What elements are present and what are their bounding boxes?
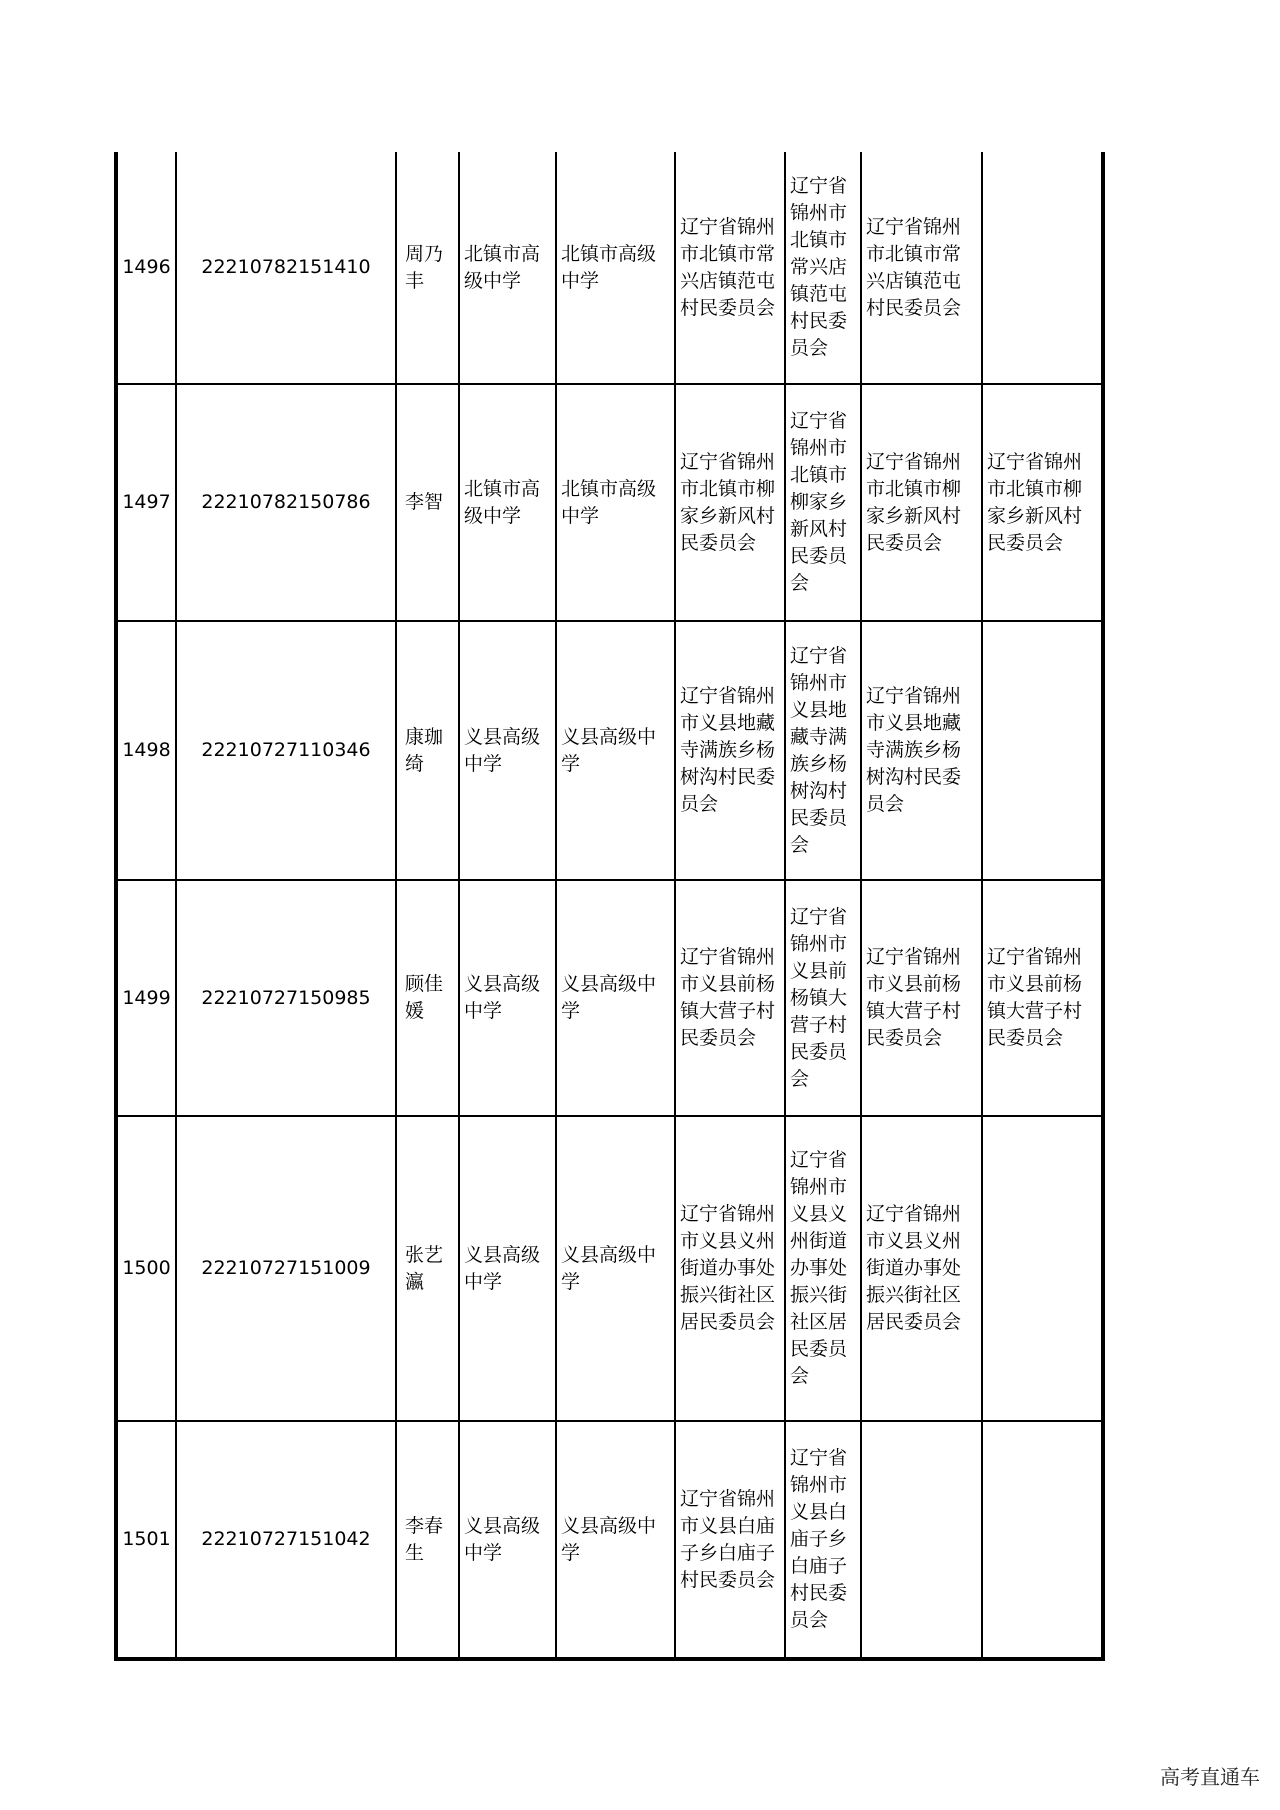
table-row [116,1116,1103,1421]
cell-exam-id: 22210727150985 [176,880,396,1116]
cell-school-2: 义县高级中学 [556,1116,675,1421]
cell-school: 北镇市高级中学 [459,152,556,384]
cell-name: 周乃丰 [396,152,459,384]
cell-no: 1497 [116,384,176,621]
cell-address-1: 辽宁省锦州市北镇市柳家乡新风村民委员会 [675,384,785,621]
cell-exam-id: 22210782150786 [176,384,396,621]
cell-school: 义县高级中学 [459,621,556,880]
cell-address-4 [982,1421,1103,1659]
cell-school: 义县高级中学 [459,1116,556,1421]
table-body [116,152,1103,1659]
cell-school-2: 义县高级中学 [556,880,675,1116]
cell-address-2: 辽宁省锦州市北镇市柳家乡新风村民委员会 [785,384,861,621]
cell-school: 义县高级中学 [459,880,556,1116]
cell-address-2: 辽宁省锦州市北镇市常兴店镇范屯村民委员会 [785,152,861,384]
cell-school-2: 义县高级中学 [556,621,675,880]
cell-school: 北镇市高级中学 [459,384,556,621]
cell-name: 李智 [396,384,459,621]
cell-address-3: 辽宁省锦州市北镇市柳家乡新风村民委员会 [861,384,982,621]
cell-name: 顾佳媛 [396,880,459,1116]
cell-address-3: 辽宁省锦州市义县前杨镇大营子村民委员会 [861,880,982,1116]
cell-address-2: 辽宁省锦州市义县白庙子乡白庙子村民委员会 [785,1421,861,1659]
cell-address-1: 辽宁省锦州市北镇市常兴店镇范屯村民委员会 [675,152,785,384]
cell-exam-id: 22210727110346 [176,621,396,880]
cell-no: 1496 [116,152,176,384]
cell-address-1: 辽宁省锦州市义县前杨镇大营子村民委员会 [675,880,785,1116]
table-row [116,621,1103,880]
cell-no: 1501 [116,1421,176,1659]
cell-address-3 [861,1421,982,1659]
cell-address-3: 辽宁省锦州市义县地藏寺满族乡杨树沟村民委员会 [861,621,982,880]
watermark-text: 高考直通车 [1160,1765,1260,1789]
cell-name: 康珈绮 [396,621,459,880]
cell-school-2: 北镇市高级中学 [556,384,675,621]
cell-no: 1500 [116,1116,176,1421]
cell-address-2: 辽宁省锦州市义县地藏寺满族乡杨树沟村民委员会 [785,621,861,880]
cell-no: 1498 [116,621,176,880]
cell-exam-id: 22210727151042 [176,1421,396,1659]
cell-school-2: 义县高级中学 [556,1421,675,1659]
cell-name: 张艺瀛 [396,1116,459,1421]
cell-address-4 [982,152,1103,384]
table-row [116,152,1103,384]
cell-address-2: 辽宁省锦州市义县前杨镇大营子村民委员会 [785,880,861,1116]
cell-address-4: 辽宁省锦州市义县前杨镇大营子村民委员会 [982,880,1103,1116]
cell-school-2: 北镇市高级中学 [556,152,675,384]
document-table [114,152,1105,1661]
cell-address-3: 辽宁省锦州市北镇市常兴店镇范屯村民委员会 [861,152,982,384]
cell-address-1: 辽宁省锦州市义县白庙子乡白庙子村民委员会 [675,1421,785,1659]
table-row [116,880,1103,1116]
cell-exam-id: 22210727151009 [176,1116,396,1421]
table-row [116,1421,1103,1659]
cell-address-4 [982,1116,1103,1421]
table-row [116,384,1103,621]
cell-address-3: 辽宁省锦州市义县义州街道办事处振兴街社区居民委员会 [861,1116,982,1421]
cell-address-4 [982,621,1103,880]
cell-address-4: 辽宁省锦州市北镇市柳家乡新风村民委员会 [982,384,1103,621]
cell-exam-id: 22210782151410 [176,152,396,384]
cell-address-1: 辽宁省锦州市义县义州街道办事处振兴街社区居民委员会 [675,1116,785,1421]
cell-address-2: 辽宁省锦州市义县义州街道办事处振兴街社区居民委员会 [785,1116,861,1421]
cell-no: 1499 [116,880,176,1116]
cell-school: 义县高级中学 [459,1421,556,1659]
cell-name: 李春生 [396,1421,459,1659]
cell-address-1: 辽宁省锦州市义县地藏寺满族乡杨树沟村民委员会 [675,621,785,880]
